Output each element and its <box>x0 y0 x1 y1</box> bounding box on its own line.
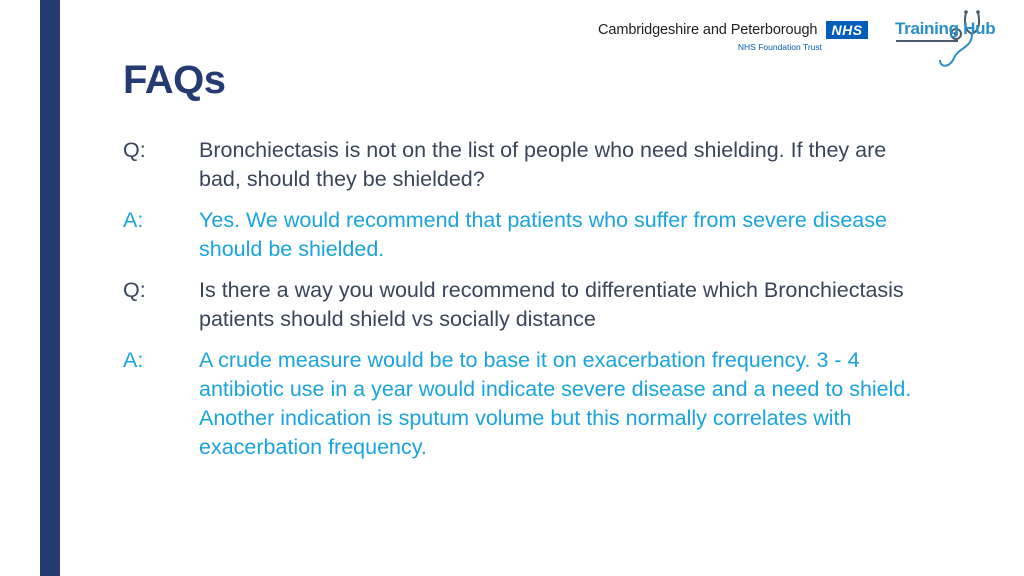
faq-text: Is there a way you would recommend to differentiate which Bronchiectasis patients should shield vs socially distance <box>199 278 904 331</box>
training-hub-logo <box>892 8 1010 72</box>
faq-prefix: A: <box>123 348 144 372</box>
faq-prefix: Q: <box>123 278 146 302</box>
cambridgeshire-peterborough-logo <box>598 20 870 54</box>
faq-text: Bronchiectasis is not on the list of people who need shielding. If they are bad, should they be shielded? <box>199 138 887 191</box>
faq-question <box>123 276 923 334</box>
faq-text: A crude measure would be to base it on exacerbation frequency. 3 - 4 antibiotic use in a year would indicate severe disease and a need to shield. Another indication is sputum volume but this normally correlates with exacerbation frequency. <box>199 348 912 459</box>
faq-list <box>123 136 923 474</box>
training-hub-tagline-bar <box>896 40 958 42</box>
faq-prefix: A: <box>123 208 144 232</box>
org-name: Cambridgeshire and Peterborough <box>598 22 818 38</box>
faq-prefix: Q: <box>123 138 146 162</box>
slide-title: FAQs <box>123 58 226 102</box>
nhs-badge: NHS <box>826 21 868 39</box>
faq-text: Yes. We would recommend that patients who suffer from severe disease should be shielded. <box>199 208 887 261</box>
side-accent-bar <box>40 0 60 576</box>
training-hub-wordmark: Training Hub <box>895 19 996 38</box>
faq-question <box>123 136 923 194</box>
org-subtitle: NHS Foundation Trust <box>737 42 822 52</box>
faq-answer <box>123 346 923 462</box>
faq-answer <box>123 206 923 264</box>
